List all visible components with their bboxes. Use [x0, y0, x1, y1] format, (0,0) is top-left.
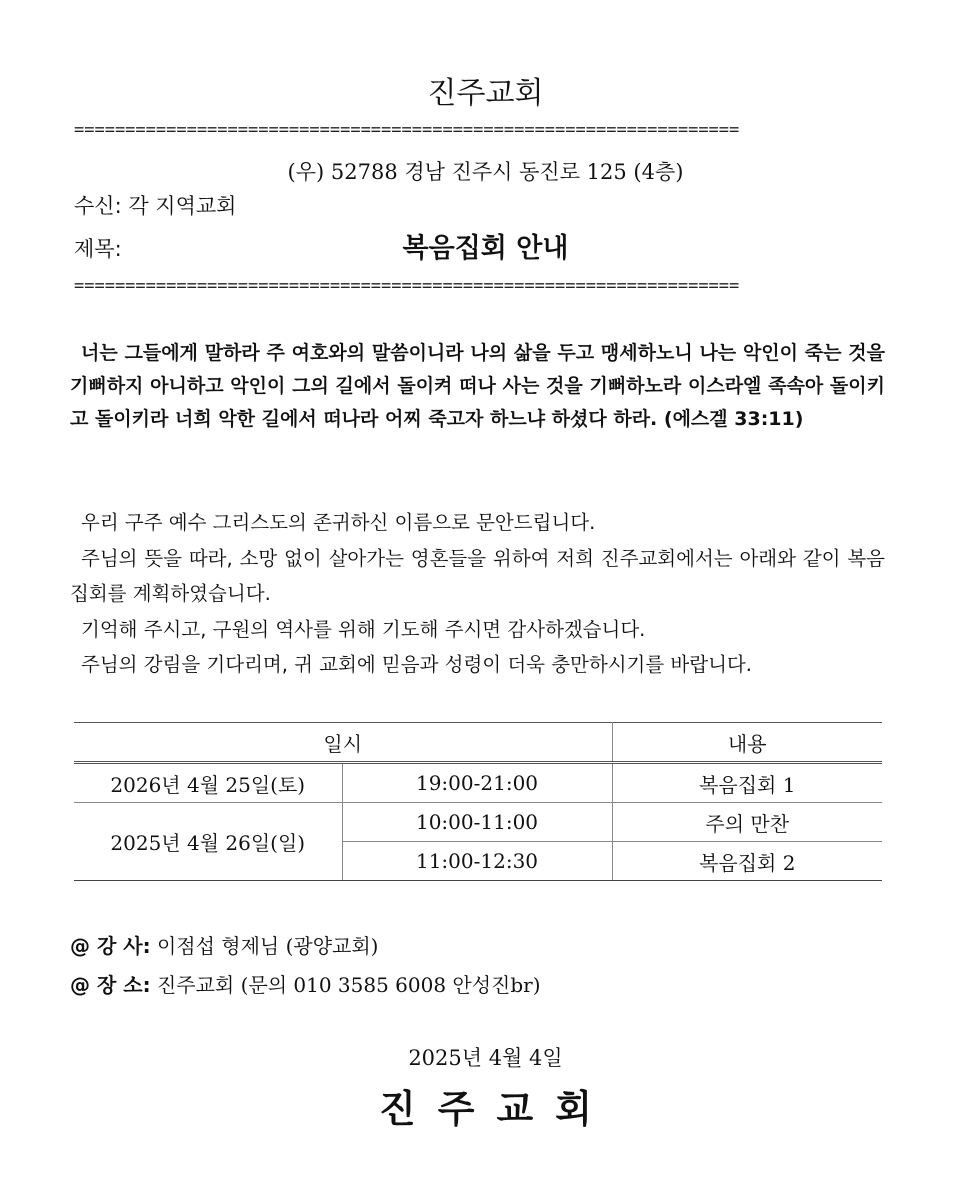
letter-date: 2025년 4월 4일	[408, 1046, 563, 1070]
header-content: 내용	[612, 723, 882, 763]
row-time: 19:00-21:00	[342, 763, 612, 803]
schedule-table	[74, 722, 882, 881]
row-time: 11:00-12:30	[342, 842, 612, 881]
table-row	[74, 803, 882, 842]
table-row	[74, 763, 882, 803]
address-line: (우) 52788 경남 진주시 동진로 125 (4층)	[287, 160, 684, 184]
speaker-prefix: @ 강 사:	[70, 934, 151, 958]
row-date: 2025년 4월 26일(일)	[74, 803, 342, 881]
recipient-line: 수신: 각 지역교회	[74, 194, 237, 218]
separator-line-bottom: =================================================================	[74, 276, 740, 296]
speaker-name: 이점섭 형제님 (광양교회)	[156, 934, 379, 958]
church-name-heading: 진주교회	[427, 76, 544, 111]
speaker-line	[70, 930, 378, 959]
header-datetime: 일시	[74, 723, 612, 763]
subject-title: 복음집회 안내	[402, 233, 569, 264]
row-content: 복음집회 1	[612, 763, 882, 803]
body-paragraph-blessing: 주님의 강림을 기다리며, 귀 교회에 믿음과 성령이 더욱 충만하시기를 바랍니다.	[81, 653, 752, 676]
body-paragraph-prayer: 기억해 주시고, 구원의 역사를 위해 기도해 주시면 감사하겠습니다.	[81, 617, 646, 641]
subject-label: 제목:	[74, 237, 122, 261]
body-paragraph-greeting: 우리 구주 예수 그리스도의 존귀하신 이름으로 문안드립니다.	[81, 511, 596, 534]
body-paragraph-plan: 주님의 뜻을 따라, 소망 없이 살아가는 영혼들을 위하여 저희 진주교회에서는 아래와 같이 복음 집회를 계획하였습니다.	[70, 546, 885, 605]
separator-line-top: =================================================================	[74, 120, 740, 140]
signature-church-name: 진주교회	[379, 1086, 614, 1131]
row-content: 복음집회 2	[612, 842, 882, 881]
place-prefix: @ 장 소:	[70, 973, 151, 997]
row-date: 2026년 4월 25일(토)	[74, 763, 342, 803]
place-line	[70, 969, 541, 998]
place-value: 진주교회 (문의 010 3585 6008 안성진br)	[156, 973, 541, 997]
scripture-quote: 너는 그들에게 말하라 주 여호와의 말씀이니라 나의 삶을 두고 맹세하노니 나는 악인이 죽는 것을 기뻐하지 아니하고 악인이 그의 길에서 돌이켜 떠나 사는 것을 기뻐하노라 이스라엘 족속아 돌이키고 돌이키라 너희 악한 길에서 떠나라 어찌 죽고자 하느냐 하셨다 하라. (에스겔 33:11)	[70, 342, 885, 430]
letter-body	[70, 505, 885, 683]
row-content: 주의 만찬	[612, 803, 882, 842]
row-time: 10:00-11:00	[342, 803, 612, 842]
table-header-row	[74, 723, 882, 763]
